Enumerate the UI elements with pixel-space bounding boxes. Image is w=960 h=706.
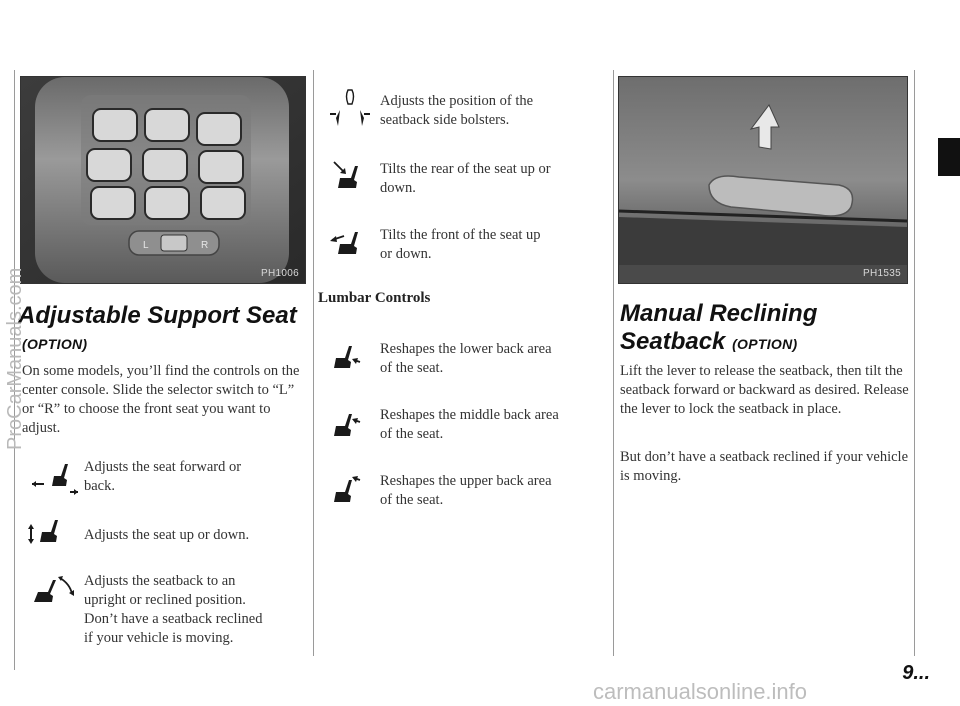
page-number: 9... <box>902 662 930 684</box>
svg-text:L: L <box>143 240 149 251</box>
list-item-text: Adjusts the seat up or down. <box>84 527 250 543</box>
list-item-text: Adjusts the seatback to an upright or reclined position. Don’t have a seatback reclined if your vehicle is moving. <box>84 573 263 646</box>
list-item <box>328 156 598 198</box>
watermark-bottom: carmanualsonline.info <box>593 679 808 704</box>
list-item-text: Reshapes the lower back area of the seat. <box>380 341 552 376</box>
list-item-text: Reshapes the upper back area of the seat. <box>380 473 552 508</box>
list-item-text: Adjusts the seat forward or back. <box>84 459 242 494</box>
option-label: (OPTION) <box>732 336 798 352</box>
list-item-text: Adjusts the position of the seatback side bolsters. <box>380 93 534 128</box>
section-title-adjustable-support-seat: Adjustable Support Seat <box>18 302 297 329</box>
recline-paragraph-1: Lift the lever to release the seatback, then tilt the seatback forward or backward as desired. Release the lever to lock the seatback in place. <box>620 363 909 417</box>
intro-paragraph: On some models, you’ll find the controls on the center console. Slide the selector switch to “L” or “R” to choose the front seat you want to adjust. <box>22 363 300 436</box>
list-item-text: Reshapes the middle back area of the seat. <box>380 407 559 442</box>
svg-text:R: R <box>201 240 209 251</box>
seatback-recline-icon <box>30 572 80 610</box>
seatback-title-text: Seatback <box>620 328 726 355</box>
seat-rear-tilt-icon <box>328 156 378 194</box>
photo-code: PH1535 <box>863 268 901 279</box>
option-label: (OPTION) <box>22 336 88 352</box>
section-tab <box>938 138 960 176</box>
watermark-left: ProCarManuals.com <box>4 267 26 450</box>
list-item <box>328 88 598 130</box>
lumbar-upper-icon <box>328 470 378 508</box>
photo-code: PH1006 <box>261 268 299 279</box>
section-title-manual-reclining: Manual Reclining <box>620 300 818 327</box>
seat-controls-illustration <box>21 77 305 283</box>
list-item <box>328 470 598 510</box>
lumbar-middle-icon <box>328 404 378 442</box>
list-item <box>30 458 300 496</box>
lumbar-controls-heading: Lumbar Controls <box>318 290 431 306</box>
recline-lever-illustration <box>619 77 907 283</box>
column-divider-middle <box>313 70 314 656</box>
lumbar-lower-icon <box>328 338 378 376</box>
list-item <box>328 404 598 444</box>
side-bolster-icon <box>328 88 378 126</box>
section-title-seatback <box>620 328 797 356</box>
recline-lever-photo <box>618 76 908 284</box>
list-item <box>30 572 300 648</box>
list-item <box>26 512 300 550</box>
list-item-text: Tilts the rear of the seat up or down. <box>380 161 551 196</box>
seat-forward-back-icon <box>30 458 80 496</box>
list-item <box>328 338 598 378</box>
seat-front-tilt-icon <box>328 222 378 260</box>
recline-paragraph-2: But don’t have a seatback reclined if your vehicle is moving. <box>620 449 909 484</box>
column-divider-far-right <box>914 70 915 656</box>
column-divider-right <box>613 70 614 656</box>
seat-up-down-icon <box>26 512 76 550</box>
list-item <box>328 222 598 264</box>
seat-controls-photo <box>20 76 306 284</box>
list-item-text: Tilts the front of the seat up or down. <box>380 227 541 262</box>
